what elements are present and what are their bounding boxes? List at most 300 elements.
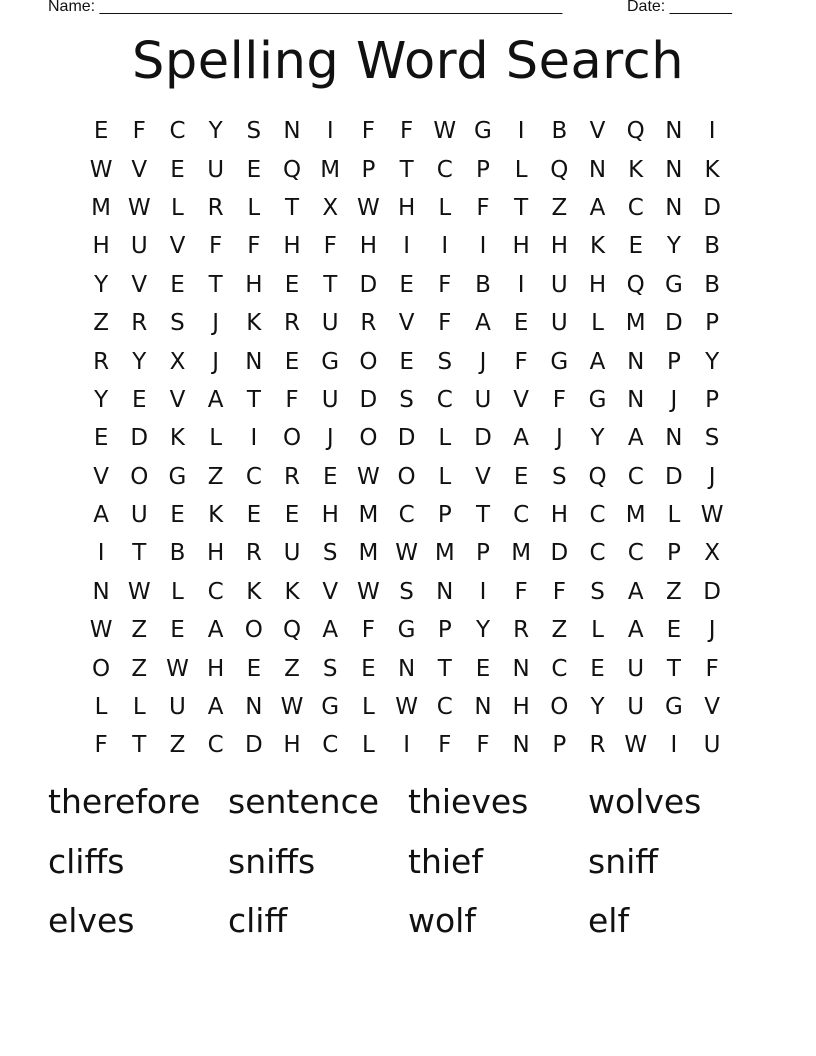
grid-letter: L: [361, 732, 375, 759]
name-field-label: Name: ____________________________________________________: [48, 0, 563, 15]
grid-letter: B: [475, 271, 491, 298]
grid-letter: N: [245, 348, 263, 375]
grid-letter: P: [705, 386, 720, 413]
grid-letter: A: [627, 578, 644, 605]
grid-letter: E: [170, 502, 185, 529]
grid-letter: N: [627, 348, 645, 375]
grid-letter: J: [212, 348, 220, 375]
grid-letter: E: [475, 655, 491, 682]
grid-letter: U: [627, 655, 645, 682]
grid-letter: I: [670, 732, 678, 759]
grid-letter: A: [322, 617, 339, 644]
word-list-item: sniff: [588, 841, 659, 881]
grid-letter: S: [322, 540, 338, 567]
grid-letter: N: [627, 386, 645, 413]
grid-letter: W: [127, 194, 151, 221]
grid-letter: H: [283, 233, 301, 260]
grid-letter: I: [517, 271, 525, 298]
grid-letter: N: [665, 194, 683, 221]
grid-letter: D: [359, 386, 378, 413]
grid-letter: V: [131, 156, 148, 183]
grid-letter: N: [512, 732, 530, 759]
grid-letter: U: [283, 540, 301, 567]
grid-letter: G: [321, 694, 340, 721]
word-list-item: sniffs: [228, 841, 316, 881]
grid-letter: U: [130, 502, 148, 529]
grid-letter: S: [246, 118, 262, 145]
grid-letter: N: [92, 578, 110, 605]
grid-letter: F: [438, 271, 452, 298]
grid-letter: U: [550, 271, 568, 298]
grid-letter: K: [628, 156, 644, 183]
grid-letter: Y: [705, 348, 720, 375]
grid-letter: P: [437, 502, 452, 529]
grid-letter: O: [282, 425, 302, 452]
grid-letter: D: [665, 310, 683, 337]
grid-letter: U: [321, 310, 339, 337]
grid-letter: Z: [666, 578, 682, 605]
grid-letter: T: [514, 194, 529, 221]
grid-letter: T: [475, 502, 490, 529]
grid-letter: R: [284, 463, 301, 490]
grid-letter: F: [552, 578, 566, 605]
grid-letter: R: [360, 310, 377, 337]
grid-letter: H: [550, 233, 568, 260]
grid-letter: H: [245, 271, 263, 298]
grid-letter: F: [476, 194, 490, 221]
grid-letter: M: [91, 194, 112, 221]
grid-letter: A: [627, 617, 644, 644]
grid-letter: L: [438, 425, 452, 452]
grid-letter: A: [589, 348, 606, 375]
grid-letter: M: [358, 540, 379, 567]
grid-letter: K: [169, 425, 186, 452]
grid-letter: I: [403, 732, 410, 759]
grid-letter: N: [665, 118, 683, 145]
grid-letter: E: [399, 348, 414, 375]
grid-letter: D: [397, 425, 416, 452]
grid-letter: W: [357, 578, 380, 605]
grid-letter: N: [283, 118, 301, 145]
grid-letter: P: [476, 156, 490, 183]
grid-letter: Q: [626, 271, 645, 298]
grid-letter: U: [474, 386, 492, 413]
grid-letter: N: [474, 694, 492, 721]
grid-letter: H: [512, 694, 530, 721]
word-list-item: cliffs: [48, 841, 125, 881]
word-list-item: wolf: [408, 901, 476, 940]
grid-letter: W: [89, 617, 113, 644]
grid-letter: C: [551, 655, 568, 682]
grid-letter: A: [93, 502, 109, 529]
grid-letter: S: [322, 655, 338, 682]
grid-letter: T: [132, 732, 147, 759]
grid-letter: W: [357, 194, 380, 221]
grid-letter: C: [436, 386, 453, 413]
grid-letter: K: [284, 578, 300, 605]
grid-letter: S: [170, 310, 185, 337]
grid-letter: W: [89, 156, 113, 183]
word-list-item: therefore: [48, 782, 201, 821]
grid-letter: L: [514, 156, 528, 183]
grid-letter: P: [476, 540, 490, 567]
grid-letter: J: [670, 386, 678, 413]
grid-letter: V: [322, 578, 339, 605]
grid-letter: A: [207, 694, 224, 721]
grid-letter: C: [169, 118, 186, 145]
grid-letter: V: [169, 233, 186, 260]
grid-letter: U: [627, 694, 645, 721]
grid-letter: N: [588, 156, 607, 183]
grid-letter: I: [326, 118, 334, 145]
grid-letter: K: [208, 502, 224, 529]
grid-letter: F: [361, 118, 376, 145]
grid-letter: C: [436, 156, 453, 183]
grid-letter: V: [398, 310, 415, 337]
grid-letter: K: [589, 233, 606, 260]
grid-letter: W: [433, 118, 457, 145]
grid-letter: Q: [282, 156, 302, 183]
grid-letter: G: [664, 271, 683, 298]
grid-letter: P: [361, 156, 376, 183]
grid-letter: M: [358, 502, 379, 529]
grid-letter: N: [512, 655, 530, 682]
grid-letter: C: [589, 502, 606, 529]
grid-letter: O: [397, 463, 416, 490]
grid-letter: Y: [590, 694, 605, 721]
grid-letter: J: [326, 425, 334, 452]
grid-letter: Q: [588, 463, 607, 490]
grid-letter: B: [169, 540, 186, 567]
word-list-item: elf: [588, 901, 630, 940]
grid-letter: T: [437, 655, 452, 682]
grid-letter: H: [397, 194, 416, 221]
grid-letter: M: [511, 540, 532, 567]
grid-letter: C: [322, 732, 339, 759]
grid-letter: L: [171, 578, 184, 605]
grid-letter: N: [436, 578, 454, 605]
grid-letter: O: [130, 463, 149, 490]
grid-letter: E: [284, 271, 300, 298]
grid-letter: Y: [94, 271, 109, 298]
grid-letter: E: [284, 502, 300, 529]
grid-letter: S: [704, 425, 720, 452]
grid-letter: L: [667, 502, 681, 529]
grid-letter: F: [209, 233, 223, 260]
grid-letter: C: [627, 540, 644, 567]
grid-letter: E: [93, 425, 109, 452]
grid-letter: E: [246, 502, 262, 529]
grid-letter: C: [398, 502, 415, 529]
grid-letter: I: [708, 118, 716, 145]
grid-letter: E: [399, 271, 414, 298]
grid-letter: E: [666, 617, 682, 644]
grid-letter: L: [438, 194, 452, 221]
grid-letter: P: [437, 617, 452, 644]
grid-letter: L: [209, 425, 223, 452]
grid-letter: F: [399, 118, 414, 145]
grid-letter: Z: [551, 617, 568, 644]
grid-letter: K: [704, 156, 720, 183]
word-list-item: elves: [48, 901, 135, 940]
grid-letter: S: [552, 463, 567, 490]
grid-letter: C: [627, 194, 644, 221]
grid-letter: T: [132, 540, 147, 567]
grid-letter: C: [436, 694, 453, 721]
grid-letter: I: [97, 540, 105, 567]
grid-letter: R: [207, 194, 224, 221]
grid-letter: H: [207, 540, 225, 567]
page-title: Spelling Word Search: [131, 32, 685, 91]
grid-letter: E: [246, 655, 262, 682]
grid-letter: D: [244, 732, 263, 759]
grid-letter: J: [212, 310, 220, 337]
grid-letter: O: [92, 655, 111, 682]
grid-letter: A: [475, 310, 491, 337]
grid-letter: I: [517, 118, 525, 145]
grid-letter: Z: [551, 194, 568, 221]
grid-letter: U: [550, 310, 568, 337]
grid-letter: Z: [284, 655, 300, 682]
grid-letter: H: [550, 502, 568, 529]
grid-letter: R: [93, 348, 110, 375]
grid-letter: V: [589, 118, 606, 145]
grid-letter: F: [94, 732, 108, 759]
grid-letter: V: [169, 386, 186, 413]
grid-letter: V: [131, 271, 148, 298]
grid-letter: K: [246, 310, 262, 337]
grid-letter: R: [513, 617, 530, 644]
grid-letter: R: [284, 310, 301, 337]
grid-letter: Z: [131, 617, 148, 644]
grid-letter: T: [666, 655, 681, 682]
grid-letter: Z: [93, 310, 109, 337]
grid-letter: L: [438, 463, 452, 490]
grid-letter: T: [208, 271, 223, 298]
grid-letter: D: [703, 194, 721, 221]
grid-letter: M: [625, 310, 646, 337]
grid-letter: G: [664, 694, 683, 721]
grid-letter: W: [127, 578, 151, 605]
grid-letter: D: [703, 578, 721, 605]
grid-letter: H: [92, 233, 110, 260]
grid-letter: S: [437, 348, 453, 375]
grid-letter: I: [479, 233, 487, 260]
grid-letter: N: [397, 655, 416, 682]
grid-letter: F: [438, 310, 452, 337]
grid-letter: G: [321, 348, 340, 375]
grid-letter: V: [704, 694, 720, 721]
grid-letter: E: [322, 463, 338, 490]
word-list-item: sentence: [228, 782, 380, 821]
grid-letter: A: [627, 425, 644, 452]
grid-letter: S: [590, 578, 605, 605]
grid-letter: C: [207, 732, 224, 759]
grid-letter: L: [247, 194, 261, 221]
grid-letter: E: [93, 118, 109, 145]
grid-letter: O: [359, 425, 378, 452]
grid-letter: Y: [475, 617, 490, 644]
grid-letter: X: [322, 194, 339, 221]
grid-letter: J: [708, 463, 716, 490]
grid-letter: E: [170, 617, 185, 644]
grid-letter: F: [705, 655, 719, 682]
grid-letter: O: [359, 348, 378, 375]
grid-letter: H: [588, 271, 607, 298]
grid-letter: U: [207, 156, 225, 183]
grid-letter: I: [250, 425, 258, 452]
grid-letter: D: [130, 425, 149, 452]
grid-letter: B: [704, 271, 720, 298]
grid-letter: J: [479, 348, 487, 375]
grid-letter: A: [207, 386, 224, 413]
grid-letter: U: [321, 386, 339, 413]
grid-letter: P: [705, 310, 720, 337]
grid-letter: H: [359, 233, 378, 260]
grid-letter: E: [513, 310, 529, 337]
grid-letter: C: [207, 578, 224, 605]
grid-letter: Q: [282, 617, 302, 644]
grid-letter: F: [323, 233, 337, 260]
grid-letter: F: [247, 233, 261, 260]
grid-letter: Q: [626, 118, 645, 145]
word-list-item: wolves: [588, 782, 702, 821]
grid-letter: J: [555, 425, 563, 452]
grid-letter: F: [552, 386, 566, 413]
grid-letter: E: [284, 348, 300, 375]
grid-letter: Z: [131, 655, 148, 682]
grid-letter: I: [479, 578, 487, 605]
grid-letter: V: [475, 463, 491, 490]
grid-letter: T: [285, 194, 300, 221]
grid-letter: A: [589, 194, 606, 221]
grid-letter: Z: [169, 732, 186, 759]
grid-letter: R: [245, 540, 262, 567]
grid-letter: V: [513, 386, 530, 413]
grid-letter: X: [169, 348, 186, 375]
grid-letter: L: [132, 694, 146, 721]
word-list-item: thieves: [408, 782, 529, 821]
grid-letter: W: [166, 655, 189, 682]
grid-letter: W: [700, 502, 724, 529]
grid-letter: M: [625, 502, 646, 529]
word-list-item: cliff: [228, 901, 288, 940]
word-list: [48, 780, 768, 959]
grid-letter: D: [474, 425, 492, 452]
grid-letter: B: [551, 118, 568, 145]
grid-letter: S: [399, 386, 414, 413]
grid-letter: Y: [666, 233, 681, 260]
grid-letter: L: [591, 310, 604, 337]
letter-grid: [82, 112, 731, 765]
grid-letter: N: [245, 694, 263, 721]
grid-letter: C: [627, 463, 644, 490]
grid-letter: Y: [208, 118, 223, 145]
grid-letter: Y: [94, 386, 109, 413]
grid-letter: E: [590, 655, 605, 682]
grid-letter: E: [513, 463, 529, 490]
grid-letter: W: [357, 463, 380, 490]
date-field-label: Date: _______: [627, 0, 732, 15]
grid-letter: P: [666, 348, 681, 375]
grid-letter: O: [244, 617, 263, 644]
grid-letter: J: [708, 617, 716, 644]
grid-letter: X: [704, 540, 720, 567]
grid-letter: L: [171, 194, 184, 221]
grid-letter: F: [438, 732, 452, 759]
grid-letter: T: [246, 386, 261, 413]
grid-letter: L: [361, 694, 375, 721]
grid-letter: A: [207, 617, 224, 644]
grid-letter: M: [320, 156, 341, 183]
grid-letter: D: [359, 271, 378, 298]
grid-letter: W: [395, 694, 418, 721]
grid-letter: R: [131, 310, 148, 337]
grid-letter: C: [589, 540, 606, 567]
grid-letter: P: [552, 732, 567, 759]
grid-letter: H: [512, 233, 530, 260]
grid-letter: H: [321, 502, 339, 529]
grid-letter: Q: [550, 156, 569, 183]
grid-letter: F: [285, 386, 299, 413]
grid-letter: G: [550, 348, 569, 375]
grid-letter: E: [170, 271, 185, 298]
grid-letter: T: [323, 271, 338, 298]
grid-letter: W: [280, 694, 304, 721]
grid-letter: G: [474, 118, 492, 145]
grid-letter: N: [665, 156, 683, 183]
grid-letter: H: [283, 732, 301, 759]
grid-letter: I: [403, 233, 410, 260]
grid-letter: C: [513, 502, 530, 529]
grid-letter: M: [434, 540, 455, 567]
grid-letter: G: [168, 463, 187, 490]
grid-letter: H: [207, 655, 225, 682]
grid-letter: E: [628, 233, 643, 260]
grid-letter: A: [513, 425, 530, 452]
grid-letter: T: [399, 156, 414, 183]
grid-letter: V: [93, 463, 109, 490]
grid-letter: U: [703, 732, 721, 759]
grid-letter: Z: [207, 463, 224, 490]
grid-letter: P: [666, 540, 681, 567]
grid-letter: W: [624, 732, 648, 759]
grid-letter: N: [665, 425, 683, 452]
grid-letter: B: [704, 233, 720, 260]
grid-letter: Y: [590, 425, 605, 452]
grid-letter: E: [361, 655, 376, 682]
grid-letter: F: [361, 617, 376, 644]
word-list-item: thief: [408, 841, 483, 881]
grid-letter: C: [245, 463, 262, 490]
grid-letter: O: [550, 694, 569, 721]
grid-letter: D: [665, 463, 683, 490]
grid-letter: R: [589, 732, 606, 759]
grid-letter: Y: [132, 348, 147, 375]
grid-letter: K: [246, 578, 262, 605]
grid-letter: U: [130, 233, 148, 260]
grid-letter: F: [132, 118, 146, 145]
grid-letter: L: [94, 694, 108, 721]
grid-letter: S: [399, 578, 414, 605]
grid-letter: F: [514, 578, 528, 605]
grid-letter: E: [170, 156, 185, 183]
grid-letter: F: [476, 732, 490, 759]
grid-letter: D: [550, 540, 569, 567]
grid-letter: W: [395, 540, 418, 567]
grid-letter: L: [591, 617, 604, 644]
grid-letter: U: [169, 694, 186, 721]
